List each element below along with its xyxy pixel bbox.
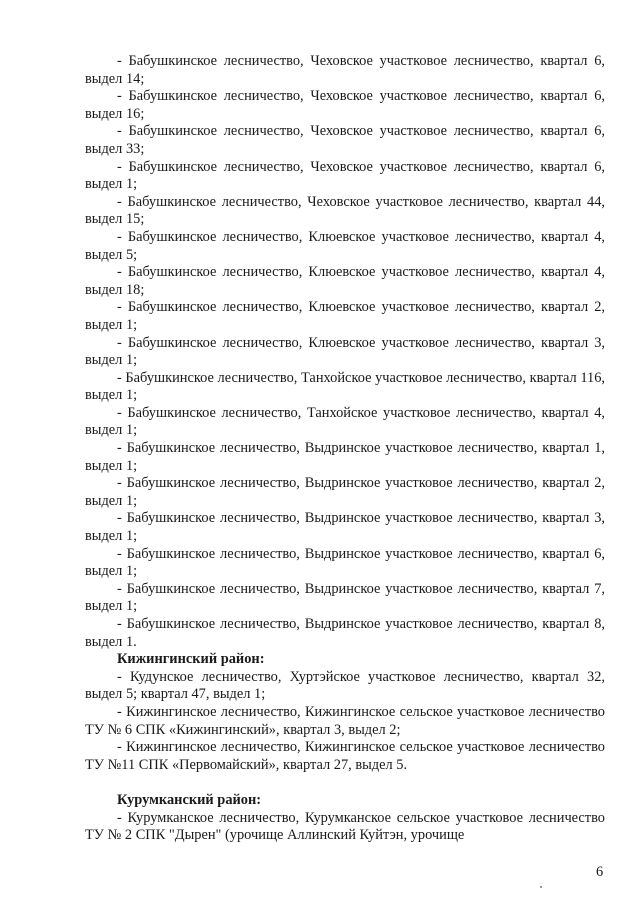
list-item: - Бабушкинское лесничество, Клюевское участковое лесничество, квартал 3, выдел 1; xyxy=(85,334,605,369)
list-item: - Кижингинское лесничество, Кижингинское сельское участковое лесничество ТУ №11 СПК «Первомайский», квартал 27, выдел 5. xyxy=(85,739,605,773)
document-body xyxy=(85,53,605,845)
list-item: - Бабушкинское лесничество, Чеховское участковое лесничество, квартал 6, выдел 1; xyxy=(85,158,605,193)
list-item: - Кижингинское лесничество, Кижингинское сельское участковое лесничество ТУ № 6 СПК «Кижингинский», квартал 3, выдел 2; xyxy=(85,703,605,738)
scan-speck xyxy=(540,886,542,888)
list-item: - Бабушкинское лесничество, Танхойское участковое лесничество, квартал 4, выдел 1; xyxy=(85,404,605,439)
list-item: - Бабушкинское лесничество, Клюевское участковое лесничество, квартал 2, выдел 1; xyxy=(85,299,605,333)
list-item: - Бабушкинское лесничество, Выдринское участковое лесничество, квартал 6, выдел 1; xyxy=(85,545,605,580)
list-item: - Бабушкинское лесничество, Выдринское участковое лесничество, квартал 8, выдел 1. xyxy=(85,616,605,650)
list-item: - Курумканское лесничество, Курумканское сельское участковое лесничество ТУ № 2 СПК "Дырен" (урочище Аллинский Куйтэн, урочище xyxy=(85,809,605,844)
list-item: - Бабушкинское лесничество, Выдринское участковое лесничество, квартал 2, выдел 1; xyxy=(85,475,605,509)
section-heading-kurumkan: Курумканский район: xyxy=(117,791,262,808)
list-item: - Бабушкинское лесничество, Чеховское участковое лесничество, квартал 6, выдел 16; xyxy=(85,88,605,122)
list-item: - Бабушкинское лесничество, Танхойское участковое лесничество, квартал 116, выдел 1; xyxy=(85,369,605,404)
list-item: - Бабушкинское лесничество, Чеховское участковое лесничество, квартал 6, выдел 33; xyxy=(85,123,605,157)
list-item: - Бабушкинское лесничество, Выдринское участковое лесничество, квартал 1, выдел 1; xyxy=(85,440,605,474)
list-item: - Бабушкинское лесничество, Клюевское участковое лесничество, квартал 4, выдел 18; xyxy=(85,264,605,298)
page-number: 6 xyxy=(596,864,604,880)
list-item: - Бабушкинское лесничество, Чеховское участковое лесничество, квартал 44, выдел 15; xyxy=(85,193,605,228)
list-item: - Бабушкинское лесничество, Выдринское участковое лесничество, квартал 7, выдел 1; xyxy=(85,580,605,615)
section-heading-kizhinga: Кижингинский район: xyxy=(117,651,265,668)
list-item: - Бабушкинское лесничество, Чеховское участковое лесничество, квартал 6, выдел 14; xyxy=(85,53,605,87)
list-item: - Кудунское лесничество, Хуртэйское участковое лесничество, квартал 32, выдел 5; квартал 47, выдел 1; xyxy=(85,668,605,703)
list-item: - Бабушкинское лесничество, Выдринское участковое лесничество, квартал 3, выдел 1; xyxy=(85,510,605,545)
list-item: - Бабушкинское лесничество, Клюевское участковое лесничество, квартал 4, выдел 5; xyxy=(85,228,605,263)
